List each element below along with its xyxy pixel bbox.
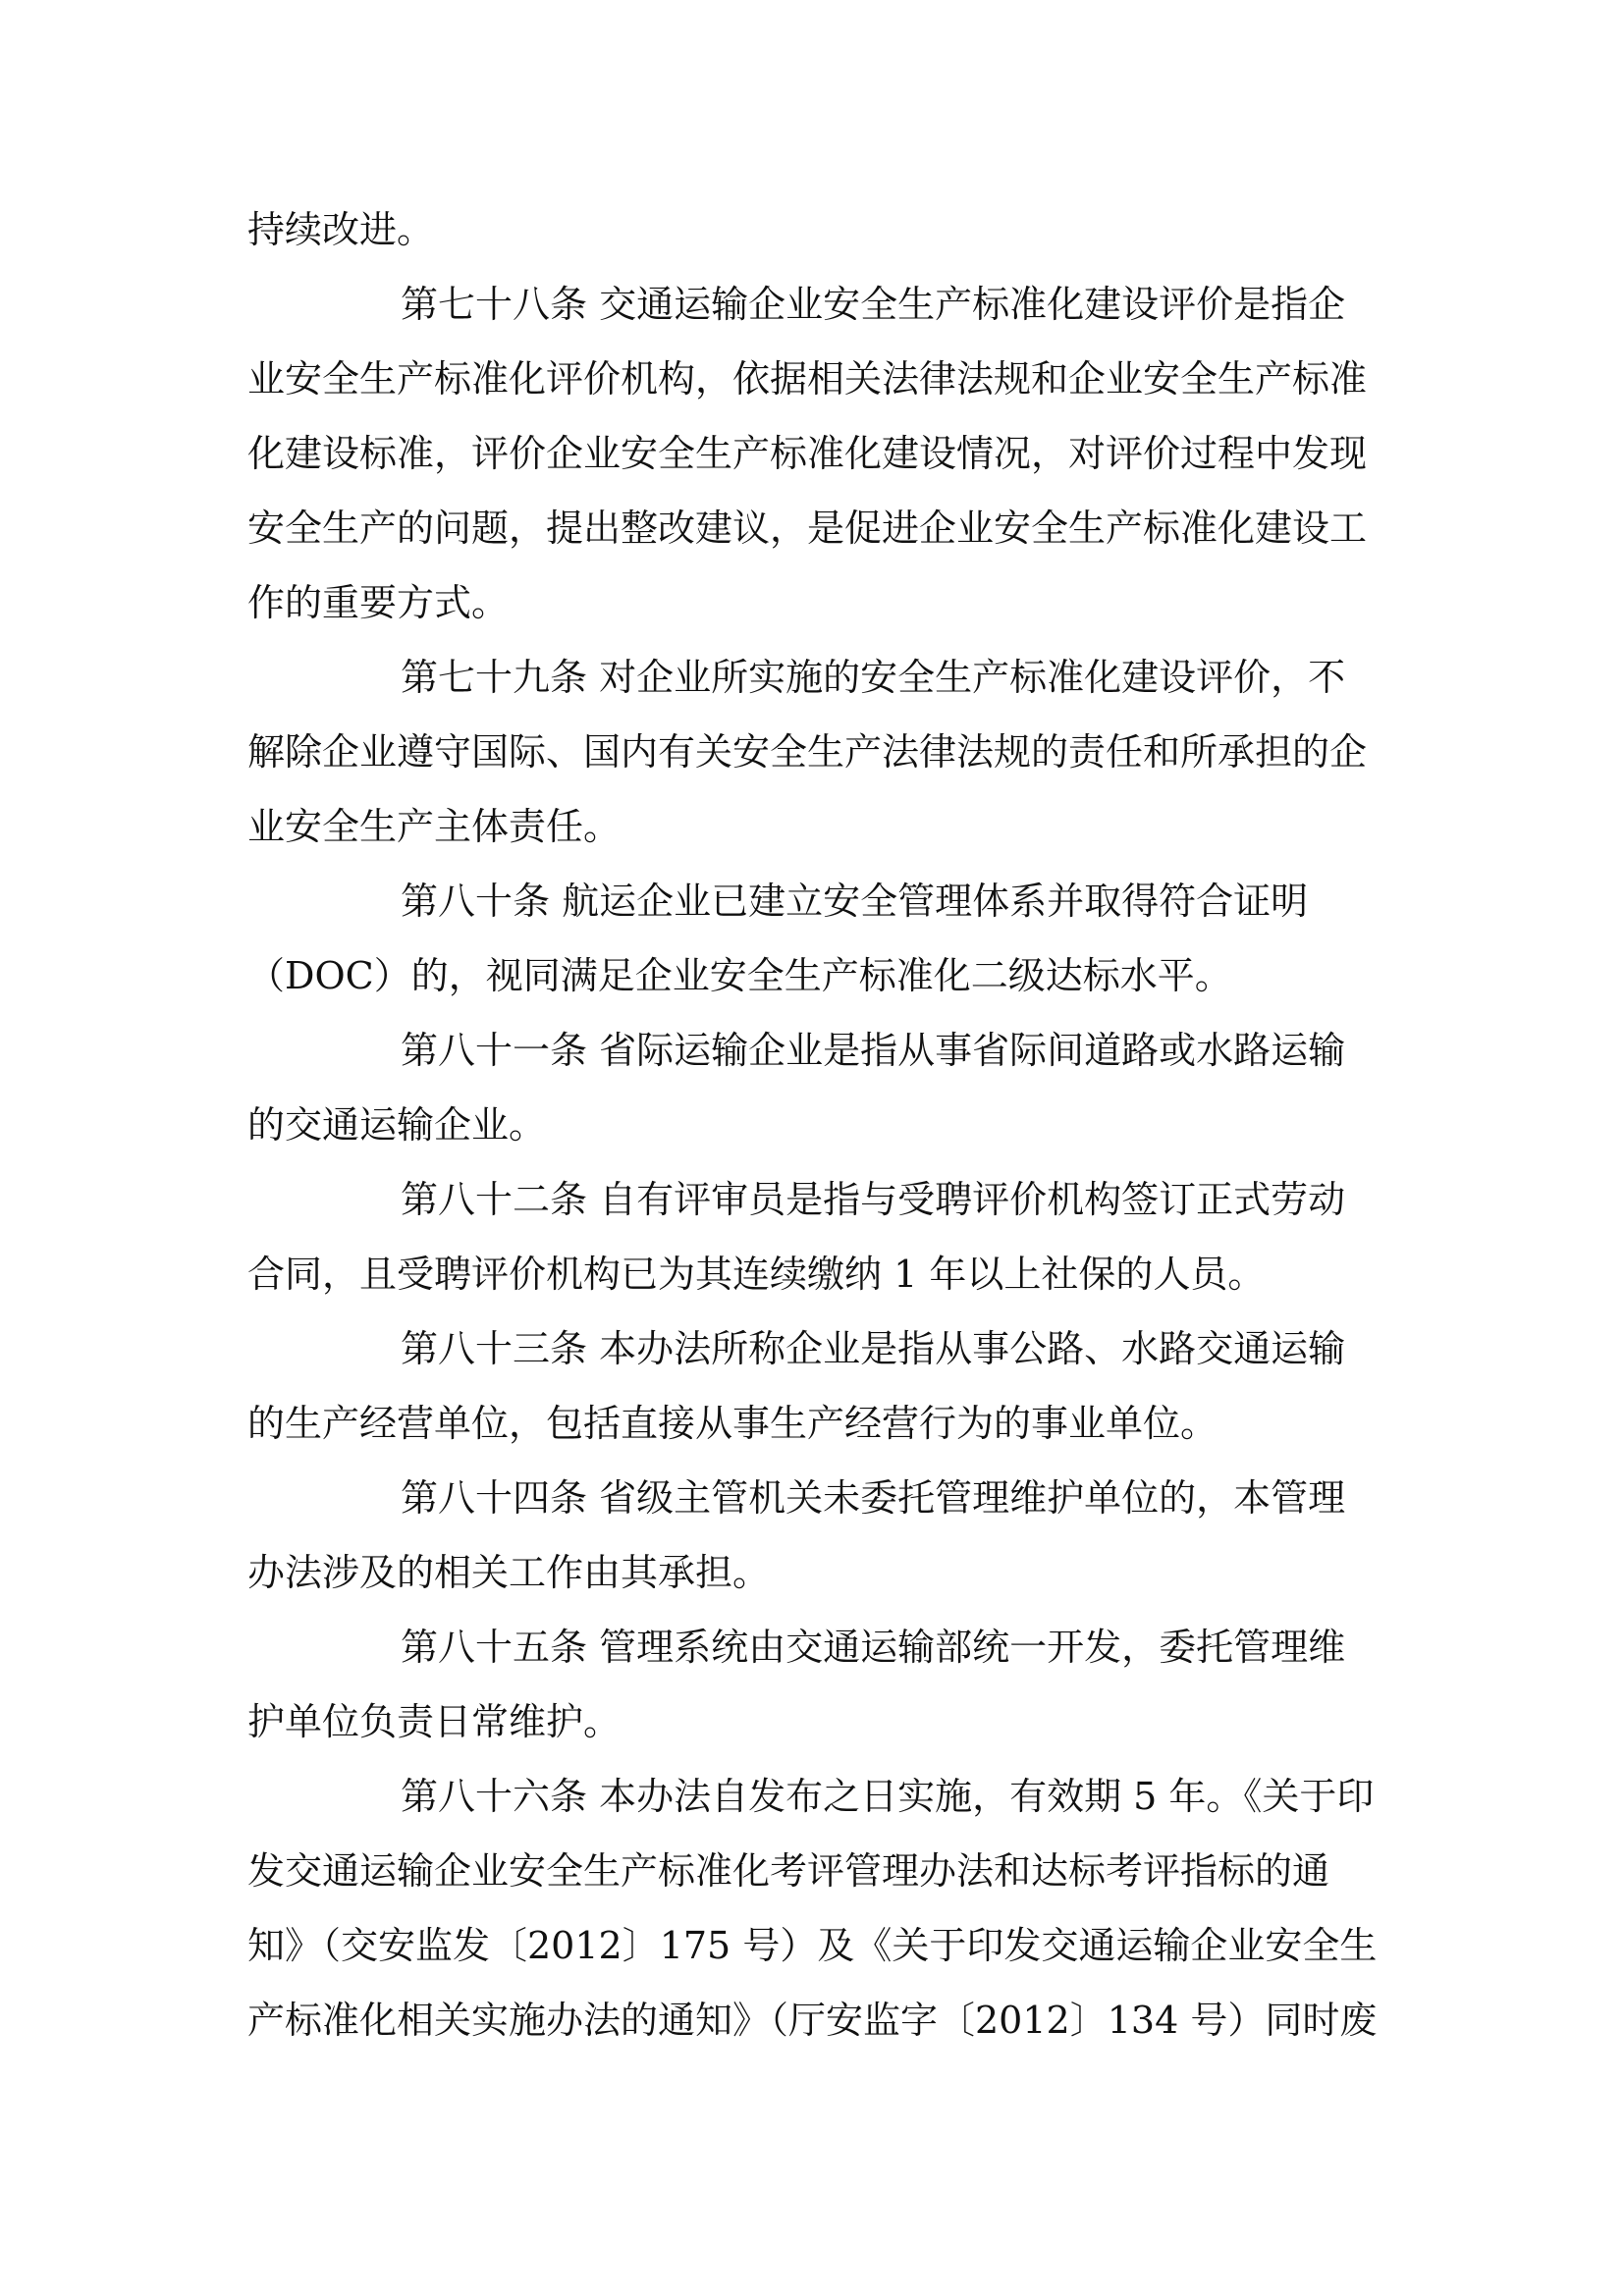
body-line: 化建设标准，评价企业安全生产标准化建设情况，对评价过程中发现 bbox=[247, 432, 1368, 475]
body-line: 的生产经营单位，包括直接从事生产经营行为的事业单位。 bbox=[247, 1402, 1218, 1445]
article-80-line-1: 第八十条 航运企业已建立安全管理体系并取得符合证明 bbox=[401, 880, 1309, 923]
body-line: 办法涉及的相关工作由其承担。 bbox=[247, 1551, 771, 1594]
article-81-line-1: 第八十一条 省际运输企业是指从事省际间道路或水路运输 bbox=[401, 1029, 1346, 1072]
article-79-line-1: 第七十九条 对企业所实施的安全生产标准化建设评价，不 bbox=[401, 656, 1346, 699]
body-line: 的交通运输企业。 bbox=[247, 1103, 547, 1147]
body-line: 业安全生产标准化评价机构，依据相关法律法规和企业安全生产标准 bbox=[247, 357, 1368, 400]
body-line: 业安全生产主体责任。 bbox=[247, 805, 622, 848]
document-body bbox=[247, 192, 1386, 2057]
article-78-line-1: 第七十八条 交通运输企业安全生产标准化建设评价是指企 bbox=[401, 283, 1346, 326]
body-line: 解除企业遵守国际、国内有关安全生产法律法规的责任和所承担的企 bbox=[247, 730, 1368, 774]
body-line: 发交通运输企业安全生产标准化考评管理办法和达标考评指标的通 bbox=[247, 1849, 1330, 1893]
body-line: 持续改进。 bbox=[247, 208, 435, 251]
body-line: 护单位负责日常维护。 bbox=[247, 1700, 622, 1743]
body-line: 作的重要方式。 bbox=[247, 581, 510, 624]
article-82-line-1: 第八十二条 自有评审员是指与受聘评价机构签订正式劳动 bbox=[401, 1178, 1346, 1221]
body-line: 知》（交安监发〔2012〕175 号）及《关于印发交通运输企业安全生 bbox=[247, 1924, 1378, 1967]
body-line: 安全生产的问题，提出整改建议，是促进企业安全生产标准化建设工 bbox=[247, 507, 1368, 550]
article-84-line-1: 第八十四条 省级主管机关未委托管理维护单位的，本管理 bbox=[401, 1476, 1346, 1520]
body-line: （DOC）的，视同满足企业安全生产标准化二级达标水平。 bbox=[247, 954, 1232, 997]
body-line: 产标准化相关实施办法的通知》（厅安监字〔2012〕134 号）同时废 bbox=[247, 1999, 1378, 2042]
article-86-line-1: 第八十六条 本办法自发布之日实施，有效期 5 年。《关于印 bbox=[401, 1775, 1375, 1818]
article-85-line-1: 第八十五条 管理系统由交通运输部统一开发，委托管理维 bbox=[401, 1626, 1346, 1669]
body-line: 合同，且受聘评价机构已为其连续缴纳 1 年以上社保的人员。 bbox=[247, 1253, 1266, 1296]
article-83-line-1: 第八十三条 本办法所称企业是指从事公路、水路交通运输 bbox=[401, 1327, 1346, 1370]
